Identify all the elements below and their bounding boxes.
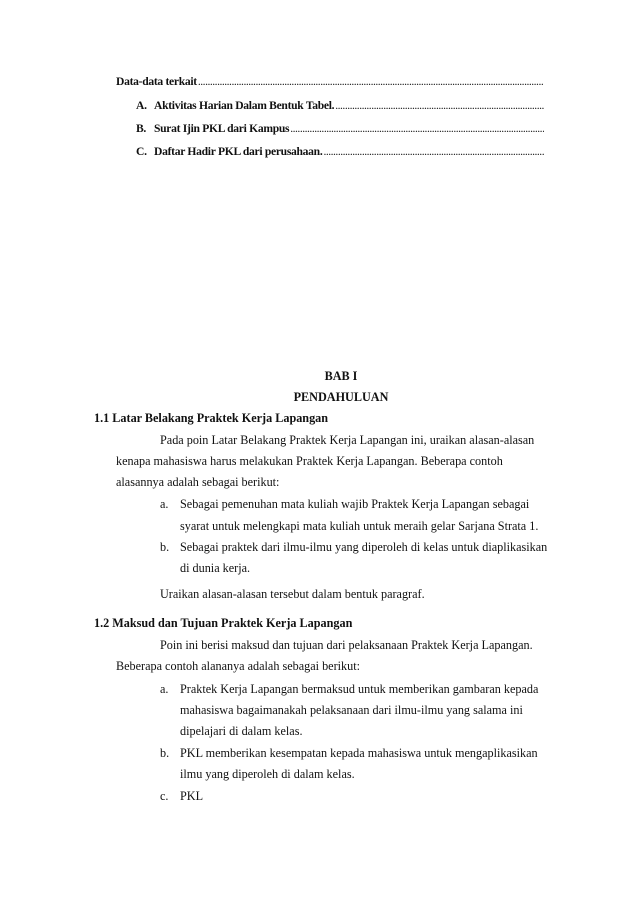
toc-item-letter: A. <box>136 99 147 112</box>
list-item-text: Praktek Kerja Lapangan bermaksud untuk memberikan gambaran kepada <box>180 682 539 696</box>
list-item-text: ilmu yang diperoleh di dalam kelas. <box>180 767 355 781</box>
toc-item-letter: C. <box>136 145 147 158</box>
paragraph-line: Uraikan alasan-alasan tersebut dalam bentuk paragraf. <box>160 587 425 601</box>
list-item-text: PKL memberikan kesempatan kepada mahasiswa untuk mengaplikasikan <box>180 746 538 760</box>
list-item-label: b. <box>160 540 170 554</box>
list-item-text: PKL <box>180 789 204 803</box>
toc-item-letter: B. <box>136 122 147 135</box>
paragraph-line: kenapa mahasiswa harus melakukan Praktek Kerja Lapangan. Beberapa contoh <box>116 454 503 468</box>
list-item-text: Sebagai praktek dari ilmu-ilmu yang diperoleh di kelas untuk diaplikasikan <box>180 540 548 554</box>
toc-item-c <box>136 144 544 160</box>
toc-leader-dots <box>335 98 544 114</box>
list-item-text: mahasiswa bagaimanakah pelaksanaan dari ilmu-ilmu yang salama ini <box>180 703 523 717</box>
toc-item-label: Daftar Hadir PKL dari perusahaan. <box>154 145 323 158</box>
list-item-text: Sebagai pemenuhan mata kuliah wajib Praktek Kerja Lapangan sebagai <box>180 497 530 511</box>
list-item-text: di dunia kerja. <box>180 561 251 575</box>
toc-item-a <box>136 98 544 114</box>
section-heading-1-2: 1.2 Maksud dan Tujuan Praktek Kerja Lapangan <box>94 616 353 630</box>
paragraph-line: Poin ini berisi maksud dan tujuan dari pelaksanaan Praktek Kerja Lapangan. <box>160 638 533 652</box>
toc-heading-data-terkait <box>116 74 544 90</box>
chapter-number: BAB I <box>324 369 358 383</box>
paragraph-line: Pada poin Latar Belakang Praktek Kerja Lapangan ini, uraikan alasan-alasan <box>160 433 535 447</box>
toc-leader-dots <box>323 144 544 160</box>
list-item-label: b. <box>160 746 170 760</box>
paragraph-line: alasannya adalah sebagai berikut: <box>116 475 280 489</box>
toc-item-label: Surat Ijin PKL dari Kampus <box>154 122 290 135</box>
list-item-text: syarat untuk melengkapi mata kuliah untuk meraih gelar Sarjana Strata 1. <box>180 519 539 533</box>
list-item-text: dipelajari di dalam kelas. <box>180 724 303 738</box>
list-item-label: c. <box>160 789 169 803</box>
list-item-label: a. <box>160 497 169 511</box>
toc-heading-label: Data-data terkait <box>116 75 197 88</box>
section-heading-1-1: 1.1 Latar Belakang Praktek Kerja Lapangan <box>94 411 329 425</box>
toc-leader-dots <box>290 121 544 137</box>
toc-item-label: Aktivitas Harian Dalam Bentuk Tabel. <box>154 99 335 112</box>
list-item-label: a. <box>160 682 169 696</box>
toc-leader-dots <box>198 74 544 90</box>
toc-item-b <box>136 121 544 137</box>
paragraph-line: Beberapa contoh alananya adalah sebagai berikut: <box>116 659 360 673</box>
chapter-title: PENDAHULUAN <box>293 390 389 404</box>
